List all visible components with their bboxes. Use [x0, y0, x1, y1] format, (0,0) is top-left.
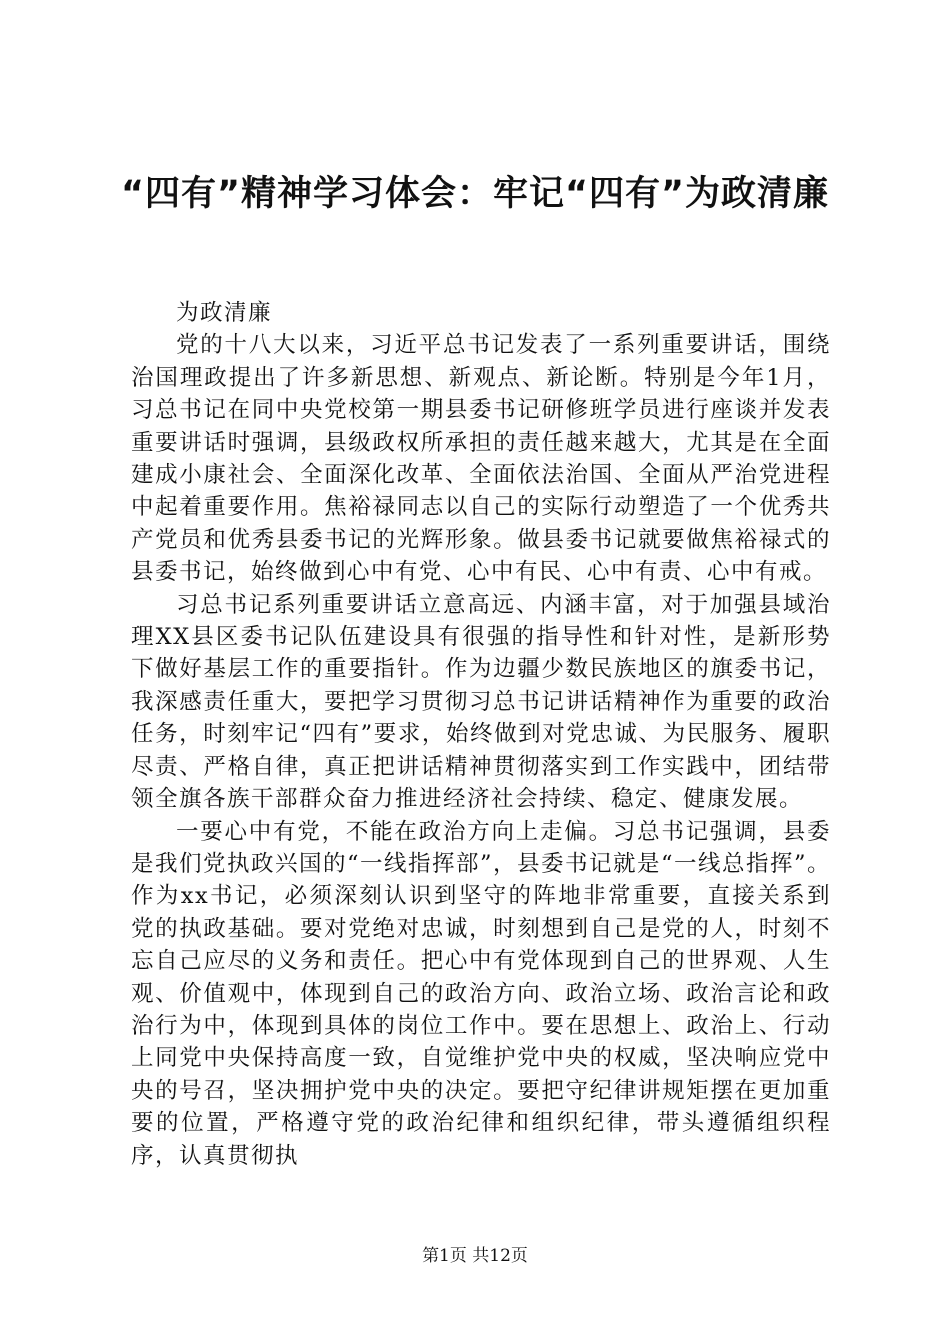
document-body	[131, 297, 831, 1172]
page-number-footer: 第1页 共12页	[422, 1246, 528, 1266]
document-title: “四有”精神学习体会：牢记“四有”为政清廉	[120, 174, 829, 214]
paragraph: 习总书记系列重要讲话立意高远、内涵丰富，对于加强县域治理XX县区委书记队伍建设具有很强的指导性和针对性，是新形势下做好基层工作的重要指针。作为边疆少数民族地区的旗委书记，我深感责任重大，要把学习贯彻习总书记讲话精神作为重要的政治任务，时刻牢记“四有”要求，始终做到对党忠诚、为民服务、履职尽责、严格自律，真正把讲话精神贯彻落实到工作实践中，团结带领全旗各族干部群众奋力推进经济社会持续、稳定、健康发展。	[131, 591, 831, 813]
paragraph-subtitle: 为政清廉	[176, 300, 273, 326]
paragraph: 一要心中有党，不能在政治方向上走偏。习总书记强调，县委是我们党执政兴国的“一线指挥部”，县委书记就是“一线总指挥”。作为xx书记，必须深刻认识到坚守的阵地非常重要，直接关系到党的执政基础。要对党绝对忠诚，时刻想到自己是党的人，时刻不忘自己应尽的义务和责任。把心中有党体现到自己的世界观、人生观、价值观中，体现到自己的政治方向、政治立场、政治言论和政治行为中，体现到具体的岗位工作中。要在思想上、政治上、行动上同党中央保持高度一致，自觉维护党中央的权威，坚决响应党中央的号召，坚决拥护党中央的决定。要把守纪律讲规矩摆在更加重要的位置，严格遵守党的政治纪律和组织纪律，带头遵循组织程序，认真贯彻执	[131, 818, 832, 1169]
paragraph: 党的十八大以来，习近平总书记发表了一系列重要讲话，围绕治国理政提出了许多新思想、新观点、新论断。特别是今年1月，习总书记在同中央党校第一期县委书记研修班学员进行座谈并发表重要讲话时强调，县级政权所承担的责任越来越大，尤其是在全面建成小康社会、全面深化改革、全面依法治国、全面从严治党进程中起着重要作用。焦裕禄同志以自己的实际行动塑造了一个优秀共产党员和优秀县委书记的光辉形象。做县委书记就要做焦裕禄式的县委书记，始终做到心中有党、心中有民、心中有责、心中有戒。	[131, 332, 831, 586]
